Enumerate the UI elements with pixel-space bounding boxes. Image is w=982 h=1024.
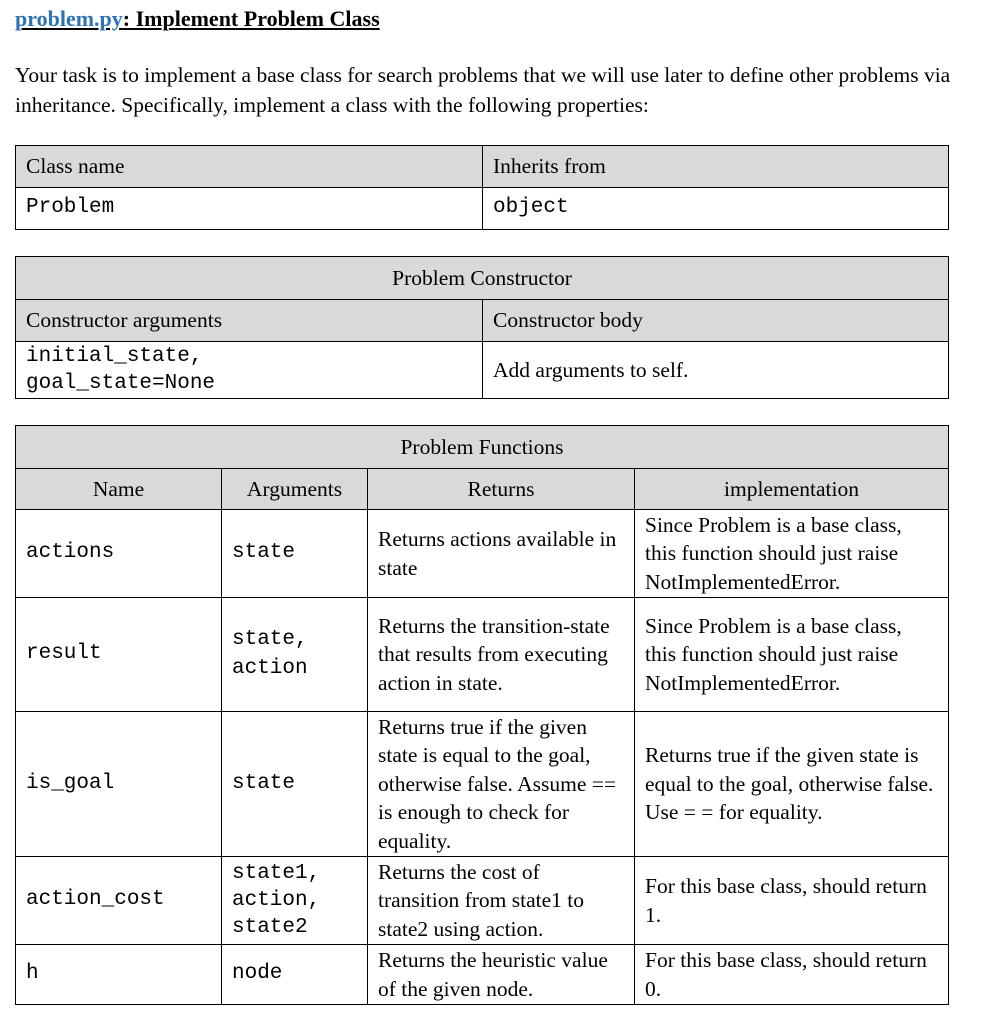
constructor-body-value: Add arguments to self.	[483, 342, 949, 399]
function-args: state	[222, 510, 368, 598]
title-text: : Implement Problem Class	[122, 6, 380, 31]
constructor-body-header: Constructor body	[483, 300, 949, 342]
function-returns: Returns the cost of transition from state1 to state2 using action.	[368, 857, 635, 945]
function-returns: Returns actions available in state	[368, 510, 635, 598]
function-args: state	[222, 712, 368, 857]
functions-title: Problem Functions	[16, 426, 949, 469]
function-name: is_goal	[16, 712, 222, 857]
class-name-header: Class name	[16, 146, 483, 188]
table-row	[16, 857, 949, 945]
function-args: node	[222, 945, 368, 1005]
implementation-header: implementation	[635, 469, 949, 510]
name-header: Name	[16, 469, 222, 510]
function-impl: For this base class, should return 0.	[635, 945, 949, 1005]
table-row	[16, 712, 949, 857]
function-impl: Since Problem is a base class, this function should just raise NotImplementedError.	[635, 598, 949, 712]
table-row	[16, 510, 949, 598]
arguments-header: Arguments	[222, 469, 368, 510]
page-title	[15, 4, 380, 34]
function-name: h	[16, 945, 222, 1005]
function-impl: For this base class, should return 1.	[635, 857, 949, 945]
table-row	[16, 945, 949, 1005]
class-table	[15, 145, 949, 230]
intro-paragraph: Your task is to implement a base class for search problems that we will use later to define other problems via inheritance. Specifically, implement a class with the following properties:	[15, 63, 951, 117]
filename-link[interactable]: problem.py	[15, 6, 123, 31]
function-returns: Returns the heuristic value of the given node.	[368, 945, 635, 1005]
function-impl: Since Problem is a base class, this function should just raise NotImplementedError.	[635, 510, 949, 598]
constructor-table	[15, 256, 949, 399]
functions-table	[15, 425, 949, 1005]
inherits-from-header: Inherits from	[483, 146, 949, 188]
returns-header: Returns	[368, 469, 635, 510]
function-returns: Returns the transition-state that results from executing action in state.	[368, 598, 635, 712]
function-name: actions	[16, 510, 222, 598]
function-args: state, action	[222, 598, 368, 712]
constructor-args-value: initial_state, goal_state=None	[16, 342, 483, 399]
function-impl: Returns true if the given state is equal to the goal, otherwise false. Use = = for equality.	[635, 712, 949, 857]
inherits-from-value: object	[483, 188, 949, 230]
constructor-args-header: Constructor arguments	[16, 300, 483, 342]
function-name: result	[16, 598, 222, 712]
constructor-title: Problem Constructor	[16, 257, 949, 300]
function-returns: Returns true if the given state is equal to the goal, otherwise false. Assume == is enough to check for equality.	[368, 712, 635, 857]
table-row	[16, 598, 949, 712]
function-args: state1, action, state2	[222, 857, 368, 945]
function-name: action_cost	[16, 857, 222, 945]
class-name-value: Problem	[16, 188, 483, 230]
